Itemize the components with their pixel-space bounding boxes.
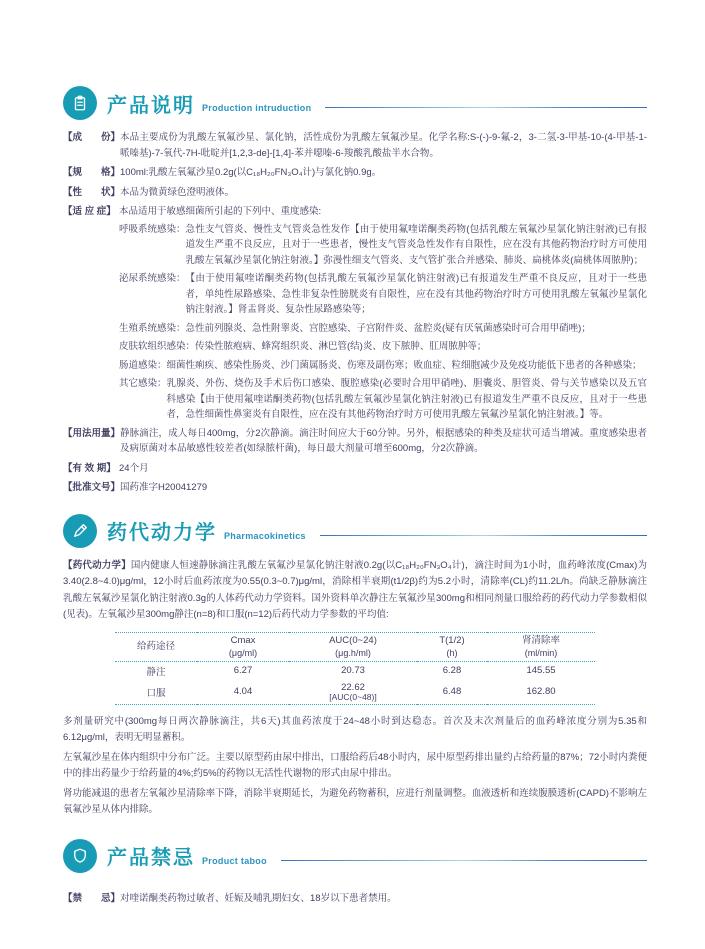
- indication-label: 呼吸系统感染：: [119, 223, 186, 235]
- entry-appearance: [63, 185, 647, 201]
- pk-paragraph-renal: 肾功能减退的患者左氧氟沙星清除率下降，消除半衰期延长，为避免药物蓄积，应进行剂量调整。血液透析和连续腹膜透析(CAPD)不影响左氧氟沙星从体内排除。: [63, 787, 647, 815]
- entry-approval-number: [63, 480, 647, 496]
- section-header: [63, 86, 647, 120]
- entry-label: 【禁 忌】: [63, 892, 121, 904]
- col-route: 给药途径: [136, 640, 175, 652]
- indication-text: 急性支气管炎、慢性支气管炎急性发作【由于使用氟喹诺酮类药物(包括乳酸左氧氟沙星氯化钠注射液)已有报道发生严重不良反应，且对于一些患者，慢性支气管炎急性发作有自限性，应在没有其他药物治疗时方可使用乳酸左氧氟沙星氯化钠注射液。】弥漫性细支气管炎、支气管扩张合并感染、肺炎、扁桃体炎(扁桃体周脓肿)；: [185, 223, 647, 266]
- table-row-iv: [115, 661, 595, 680]
- entry-label: 【药代动力学】: [63, 559, 131, 571]
- entry-label: 【批准文号】: [63, 482, 121, 493]
- entry-label: 【规 格】: [63, 167, 121, 178]
- section-title: 产品禁忌: [107, 847, 195, 869]
- entry-label: 【适 应 症】: [63, 206, 116, 217]
- indication-list: [119, 222, 647, 423]
- section-header: [63, 514, 647, 548]
- table-row-oral: [115, 680, 595, 705]
- indication-reproductive: [119, 321, 647, 337]
- entry-text: 本品为微黄绿色澄明液体。: [120, 186, 235, 198]
- cell-t-half: 6.28: [442, 665, 462, 676]
- indication-skin: [119, 339, 647, 355]
- entry-ingredients: [63, 130, 647, 161]
- indication-other: [119, 376, 647, 423]
- entry-dosage: [63, 426, 647, 457]
- section-header: [63, 839, 647, 873]
- header-divider-line: [320, 535, 647, 536]
- entry-text: 国药准字H20041279: [120, 482, 208, 493]
- section-contraindications: [63, 839, 647, 907]
- indication-text: 乳腺炎、外伤、烧伤及手术后伤口感染、腹腔感染(必要时合用甲硝唑)、胆囊炎、胆管炎、骨与关节感染以及五官科感染【由于使用氟喹诺酮类药物(包括乳酸左氧氟沙星氯化钠注射液)已有报道发生严重不良反应，且对于一些患者，急性细菌性鼻窦炎有自限性，应在没有其他药物治疗时方可使用乳酸左氧氟沙星氯化钠注射液。】等。: [166, 378, 647, 420]
- cell-cmax: 6.27: [233, 665, 253, 676]
- cell-auc: 20.73: [341, 665, 365, 676]
- pk-paragraph-distribution: 左氧氟沙星在体内组织中分布广泛。主要以原型药由尿中排出，口服给药后48小时内，尿中原型药排出量约占给药量的87%；72小时内粪便中的排出药量少于给药量的4%;约5%的药物以无活性代谢物的形式由尿中排出。: [63, 751, 647, 779]
- entry-label: 【用法用量】: [63, 427, 121, 439]
- indication-label: 生殖系统感染：: [119, 322, 186, 334]
- section-title: 药代动力学: [107, 522, 217, 544]
- entry-text: 24个月: [119, 462, 149, 474]
- pk-intro-text: 国内健康人恒速静脉滴注乳酸左氧氟沙星氯化钠注射液0.2g(以C₁₈H₂₀FN₃O₄计)，滴注时间为1小时，血药峰浓度(Cmax)为3.40(2.8~4.0)μg/ml，12小时后血药浓度为0.55(0.3~0.7)μg/ml，消除相半衰期(t1/2β)约为5.2小时，清除率(CL)约11.2L/h。尚缺乏静脉滴注乳酸左氧氟沙星氯化钠注射液0.3g的人体药代动力学资料。国外资料单次静注左氧氟沙星300mg和相同剂量口服给药的药代动力学参数相似(见表)。左氧氟沙星300mg静注(n=8)和口服(n=12)后药代动力学参数的平均值:: [63, 559, 647, 620]
- pk-intro-paragraph: [63, 558, 647, 624]
- col-renal-clearance: 肾清除率 (ml/min): [521, 634, 560, 658]
- col-auc: AUC(0~24) (μg.h/ml): [329, 634, 377, 658]
- indication-text: 急性前列腺炎、急性附睾炎、宫腔感染、子宫附件炎、盆腔炎(疑有厌氧菌感染时可合用甲硝唑)；: [185, 322, 591, 334]
- cell-route: 静注: [146, 666, 166, 678]
- header-divider-line: [281, 860, 647, 861]
- indication-urinary: [119, 271, 647, 318]
- section-subtitle: Product taboo: [202, 855, 267, 866]
- cell-route: 口服: [146, 687, 166, 699]
- entry-label: 【性 状】: [63, 186, 121, 198]
- cell-auc: 22.62 [AUC(0~48)]: [329, 681, 377, 702]
- col-cmax: Cmax (μg/ml): [228, 634, 258, 658]
- table-header-row: [115, 632, 595, 661]
- entry-label: 【有 效 期】: [63, 462, 116, 474]
- col-t-half: T(1/2) (h): [439, 634, 465, 658]
- entry-text: 对喹诺酮类药物过敏者、妊娠及哺乳期妇女、18岁以下患者禁用。: [120, 892, 397, 904]
- pen-icon: [63, 514, 97, 548]
- cell-renal-clearance: 162.80: [526, 686, 556, 697]
- header-divider-line: [325, 107, 647, 108]
- pk-parameters-table: [115, 632, 595, 705]
- entry-specification: [63, 165, 647, 181]
- indication-respiratory: [119, 222, 647, 269]
- clipboard-icon: [63, 86, 97, 120]
- entry-text: 100ml:乳酸左氧氟沙星0.2g(以C₁₈H₂₀FN₃O₄计)与氯化钠0.9g。: [120, 167, 382, 178]
- section-subtitle: Pharmacokinetics: [224, 530, 306, 541]
- entry-indications: [63, 204, 647, 220]
- section-pharmacokinetics: [63, 514, 647, 819]
- entry-label: 【成 份】: [63, 132, 121, 143]
- section-subtitle: Production intruduction: [202, 103, 312, 113]
- entry-text: 本品主要成份为乳酸左氧氟沙星、氯化钠，活性成份为乳酸左氧氟沙星。化学名称:S-(-)-9-氟-2，3-二氢-3-甲基-10-(4-甲基-1-哌嗪基)-7-氧代-7H-吡啶并[1,2,3-de]-[1,4]-苯并噁嗪-6-羧酸乳酸盐半水合物。: [120, 132, 647, 159]
- shield-icon: [63, 839, 97, 873]
- section-product-description: [63, 86, 647, 496]
- entry-text: 静脉滴注，成人每日400mg，分2次静滴。滴注时间应大于60分钟。另外，根据感染的种类及症状可适当增减。重度感染患者及病原菌对本品敏感性较差者(如绿脓杆菌)，每日最大剂量可增至600mg，分2次静滴。: [120, 427, 647, 454]
- indication-text: 传染性脓疱病、蜂窝组织炎、淋巴管(结)炎、皮下脓肿、肛周脓肿等；: [195, 341, 487, 352]
- entry-shelf-life: [63, 461, 647, 477]
- indication-intestinal: [119, 358, 647, 374]
- cell-t-half: 6.48: [442, 686, 462, 697]
- cell-cmax: 4.04: [233, 686, 253, 697]
- indication-text: 【由于使用氟喹诺酮类药物(包括乳酸左氧氟沙星氯化钠注射液)已有报道发生严重不良反应，且对于一些患者，单纯性尿路感染、急性非复杂性膀胱炎有自限性，应在没有其他药物治疗时方可使用乳酸左氧氟沙星氯化钠注射液。】肾盂肾炎、复杂性尿路感染等；: [185, 273, 647, 315]
- indication-text: 细菌性痢疾、感染性肠炎、沙门菌属肠炎、伤寒及副伤寒；败血症、粒细胞减少及免疫功能低下患者的各种感染；: [166, 359, 642, 371]
- pk-paragraph-multidose: 多剂量研究中(300mg每日两次静脉滴注，共6天)其血药浓度于24~48小时到达稳态。首次及末次剂量后的血药峰浓度分别为5.35和6.12μg/ml，表明无明显蓄积。: [63, 715, 647, 743]
- indication-label: 皮肤软组织感染：: [119, 341, 196, 352]
- indication-label: 其它感染：: [119, 378, 167, 389]
- indication-label: 肠道感染：: [119, 359, 167, 371]
- section-title: 产品说明: [107, 94, 195, 117]
- indication-label: 泌尿系统感染：: [119, 273, 186, 284]
- entry-text: 本品适用于敏感细菌所引起的下列中、重度感染:: [119, 206, 322, 217]
- entry-contraindication: [63, 891, 647, 907]
- cell-renal-clearance: 145.55: [526, 665, 556, 676]
